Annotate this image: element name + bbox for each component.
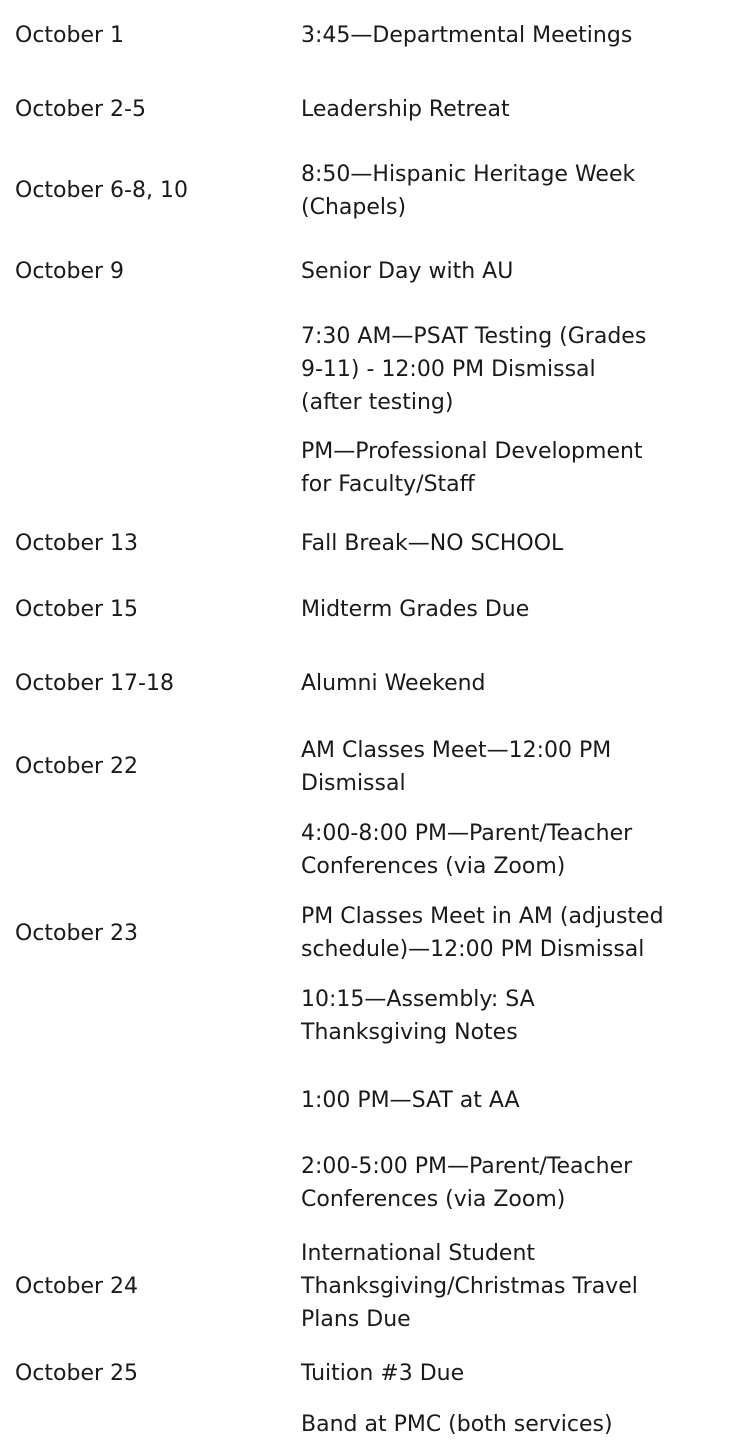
event-line: (Chapels) bbox=[301, 195, 407, 220]
event-line: Alumni Weekend bbox=[301, 671, 486, 696]
event-line: Leadership Retreat bbox=[301, 97, 510, 122]
event-description bbox=[301, 593, 741, 626]
event-line: 10:15—Assembly: SA bbox=[301, 987, 535, 1012]
event-description bbox=[301, 435, 741, 501]
event-description bbox=[301, 1408, 741, 1441]
event-line: 1:00 PM—SAT at AA bbox=[301, 1088, 520, 1113]
event-description bbox=[301, 900, 741, 966]
event-line: 2:00-5:00 PM—Parent/Teacher bbox=[301, 1154, 633, 1179]
event-line: 7:30 AM—PSAT Testing (Grades bbox=[301, 324, 647, 349]
event-line: Thanksgiving Notes bbox=[301, 1020, 518, 1045]
event-description bbox=[301, 1237, 741, 1336]
event-date: October 23 bbox=[15, 921, 139, 946]
event-description bbox=[301, 255, 741, 288]
event-line: Band at PMC (both services) bbox=[301, 1412, 613, 1437]
event-description bbox=[301, 667, 741, 700]
event-date: October 24 bbox=[15, 1274, 139, 1299]
event-date: October 1 bbox=[15, 23, 125, 48]
event-description bbox=[301, 1150, 741, 1216]
event-date: October 25 bbox=[15, 1361, 139, 1386]
event-date: October 15 bbox=[15, 597, 139, 622]
event-line: 4:00-8:00 PM—Parent/Teacher bbox=[301, 821, 633, 846]
event-line: Dismissal bbox=[301, 771, 406, 796]
event-date: October 6-8, 10 bbox=[15, 178, 188, 203]
event-line: (after testing) bbox=[301, 390, 454, 415]
event-line: 3:45—Departmental Meetings bbox=[301, 23, 633, 48]
event-line: Conferences (via Zoom) bbox=[301, 854, 566, 879]
event-line: schedule)—12:00 PM Dismissal bbox=[301, 937, 645, 962]
event-date: October 13 bbox=[15, 531, 139, 556]
event-line: Conferences (via Zoom) bbox=[301, 1187, 566, 1212]
event-line: Tuition #3 Due bbox=[301, 1361, 465, 1386]
event-line: PM—Professional Development bbox=[301, 439, 643, 464]
event-date: October 9 bbox=[15, 259, 125, 284]
event-line: PM Classes Meet in AM (adjusted bbox=[301, 904, 664, 929]
event-description bbox=[301, 983, 741, 1049]
event-description bbox=[301, 93, 741, 126]
event-description bbox=[301, 1084, 741, 1117]
event-date: October 17-18 bbox=[15, 671, 174, 696]
event-line: 8:50—Hispanic Heritage Week bbox=[301, 162, 636, 187]
event-line: for Faculty/Staff bbox=[301, 472, 475, 497]
event-description bbox=[301, 527, 741, 560]
event-line: Midterm Grades Due bbox=[301, 597, 530, 622]
event-line: International Student bbox=[301, 1241, 536, 1266]
event-line: 9-11) - 12:00 PM Dismissal bbox=[301, 357, 596, 382]
event-line: Thanksgiving/Christmas Travel bbox=[301, 1274, 638, 1299]
event-date: October 2-5 bbox=[15, 97, 146, 122]
event-line: Plans Due bbox=[301, 1307, 411, 1332]
event-line: Senior Day with AU bbox=[301, 259, 514, 284]
event-description bbox=[301, 817, 741, 883]
event-description bbox=[301, 734, 741, 800]
event-description bbox=[301, 320, 741, 419]
event-description bbox=[301, 1357, 741, 1390]
event-line: Fall Break—NO SCHOOL bbox=[301, 531, 564, 556]
event-description bbox=[301, 158, 741, 224]
event-description bbox=[301, 19, 741, 52]
event-date: October 22 bbox=[15, 754, 139, 779]
event-line: AM Classes Meet—12:00 PM bbox=[301, 738, 612, 763]
